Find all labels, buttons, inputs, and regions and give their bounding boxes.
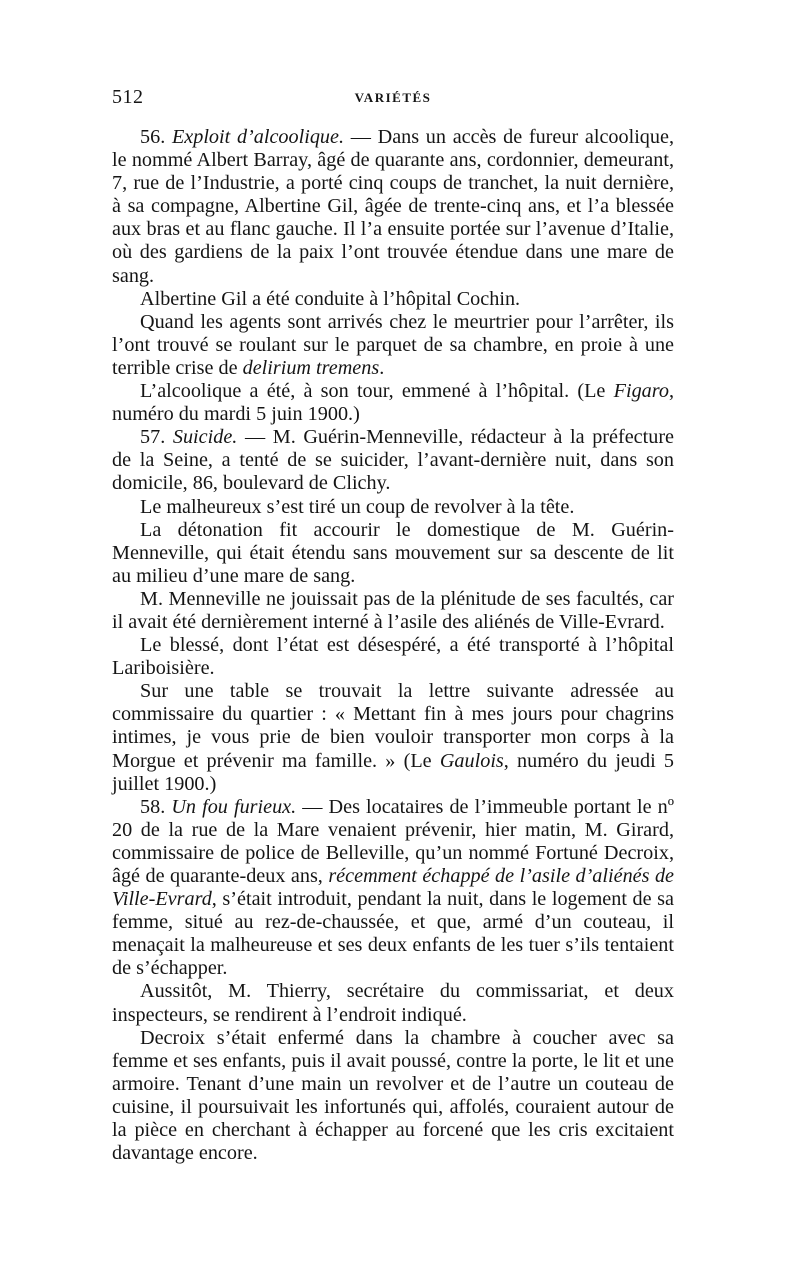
paragraph-p56b (112, 288, 674, 311)
text-segment: Le malheureux s’est tiré un coup de revolver à la tête. (140, 495, 575, 518)
text-segment: La détonation fit accourir le domestique de M. Guérin-Menneville, qui était étendu sans mouvement sur sa descente de lit au milieu d’une mare de sang. (112, 518, 674, 587)
text-segment: Albertine Gil a été conduite à l’hôpital Cochin. (140, 287, 521, 310)
text-segment: . (379, 356, 385, 379)
text-segment: 56. (140, 126, 172, 148)
paragraph-p57f (112, 680, 674, 795)
italic-text: récemment échappé de l’asile d’aliénés de Ville-Evrard (112, 865, 674, 911)
paragraph-p58b (112, 980, 674, 1026)
text-segment: , s’était introduit, pendant la nuit, dans le logement de sa femme, situé au rez-de-chaussée, et que, armé d’un couteau, il menaçait la malheureuse et ses deux enfants de les tuer s’ils tentaient de s’échapper. (112, 888, 674, 980)
page-number: 512 (112, 86, 144, 108)
text-segment: 57. (140, 426, 173, 449)
paragraph-p57c (112, 519, 674, 588)
italic-text: Exploit d’alcoolique. (171, 126, 345, 148)
text-segment: Aussitôt, M. Thierry, secrétaire du commissariat, et deux inspecteurs, se rendirent à l’endroit indiqué. (112, 980, 674, 1026)
text-segment: Decroix s’était enfermé dans la chambre à coucher avec sa femme et ses enfants, puis il avait poussé, contre la porte, le lit et une armoire. Tenant d’une main un revolver et de l’autre un couteau de cuisine, il poursuivait les infortunés qui, affolés, couraient autour de la pièce en cherchant à échapper au forcené que les cris excitaient davantage encore. (112, 1026, 674, 1165)
italic-text: delirium tremens (242, 356, 380, 379)
paragraph-p57b (112, 496, 674, 519)
paragraph-p56c (112, 311, 674, 380)
page-header (112, 86, 674, 116)
text-segment: — Des locataires de l’immeuble portant le nº 20 de la rue de la Mare venaient prévenir, hier matin, M. Girard, commissaire de police de Belleville, qu’un nommé Fortuné Decroix, âgé de quarante-deux ans, (112, 795, 675, 887)
italic-text: Suicide. (172, 426, 238, 449)
paragraph-p58c (112, 1027, 674, 1166)
text-segment: L’alcoolique a été, à son tour, emmené à l’hôpital. (Le (140, 380, 614, 403)
italic-text: Gaulois (439, 749, 504, 772)
text-segment: M. Menneville ne jouissait pas de la plénitude de ses facultés, car il avait été dernièrement interné à l’asile des aliénés de Ville-Evrard. (112, 587, 674, 633)
text-segment: , numéro du jeudi 5 juillet 1900.) (112, 749, 674, 795)
paragraph-p57e (112, 634, 674, 680)
body-text (112, 126, 674, 1165)
running-head: VARIÉTÉS (354, 90, 432, 105)
paragraph-p57d (112, 588, 674, 634)
paragraph-p57 (112, 426, 674, 495)
italic-text: Un fou furieux. (171, 795, 297, 818)
italic-text: Figaro (613, 380, 669, 403)
text-segment: 58. (140, 795, 172, 818)
text-segment: Le blessé, dont l’état est désespéré, a été transporté à l’hôpital Lariboisière. (112, 634, 674, 680)
text-segment: — M. Guérin-Menneville, rédacteur à la préfecture de la Seine, a tenté de se suicider, l’avant-dernière nuit, dans son domicile, 86, boulevard de Clichy. (112, 426, 675, 495)
paragraph-p56 (112, 126, 674, 288)
paragraph-p58 (112, 796, 674, 981)
text-segment: , numéro du mardi 5 juin 1900.) (112, 380, 674, 426)
paragraph-p56d (112, 380, 674, 426)
text-segment: Quand les agents sont arrivés chez le meurtrier pour l’arrêter, ils l’ont trouvé se roulant sur le parquet de sa chambre, en proie à une terrible crise de (112, 310, 674, 379)
text-segment: Sur une table se trouvait la lettre suivante adressée au commissaire du quartier : « Mettant fin à mes jours pour chagrins intimes, je vous prie de bien vouloir transporter mon corps à la Morgue et prévenir ma famille. » (Le (112, 680, 674, 772)
text-segment: — Dans un accès de fureur alcoolique, le nommé Albert Barray, âgé de quarante ans, cordonnier, demeurant, 7, rue de l’Industrie, a porté cinq coups de tranchet, la nuit dernière, à sa compagne, Albertine Gil, âgée de trente-cinq ans, et l’a blessée aux bras et au flanc gauche. Il l’a ensuite portée sur l’avenue d’Italie, où des gardiens de la paix l’ont trouvée étendue dans une mare de sang. (112, 126, 674, 287)
